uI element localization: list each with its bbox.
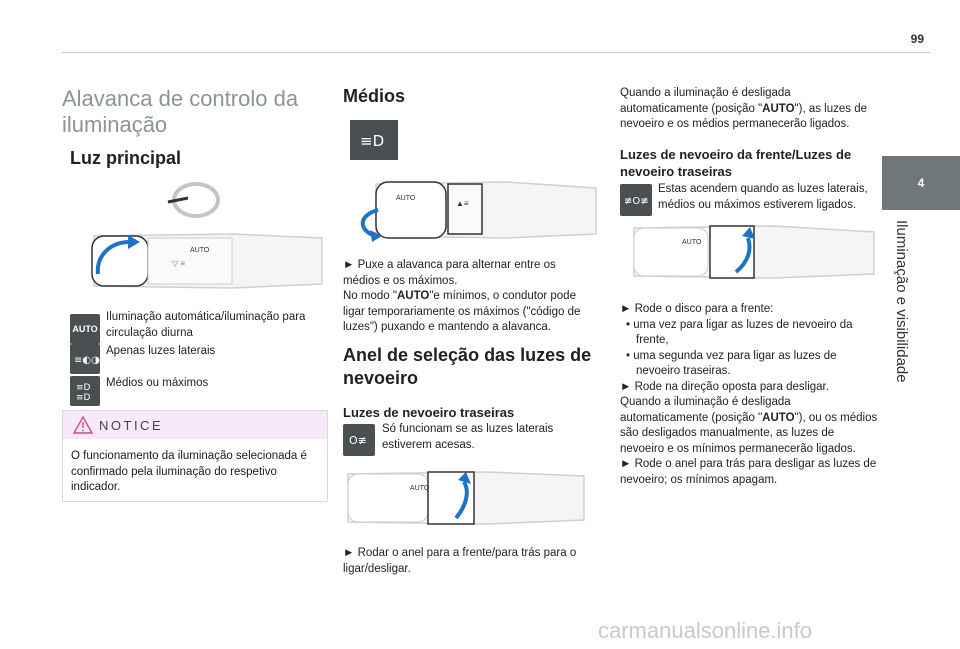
svg-text:≡D: ≡D <box>360 132 385 150</box>
notice-title: NOTICE <box>99 418 164 433</box>
watermark: carmanualsonline.info <box>598 618 813 643</box>
front-fog-instructions: ► Rode o disco para a frente: • uma vez para ligar as luzes de nevoeiro da frente, • uma segunda vez para ligar as luzes de nevoeiro traseiras. ► Rode na direção oposta para desligar. Quando a iluminação é desligada automaticamente (posição "AUTO"), ou os médios são desligados manualmente, as luzes de nevoeiro e os mínimos permanecerão ligados. ► Rode o anel para trás para desligar as luzes de nevoeiro; os mínimos apagam. <box>620 303 878 486</box>
front-rear-fog-icon <box>620 184 652 216</box>
section-title: Alavanca de controlo da iluminação <box>62 86 299 137</box>
rotate-ring-paragraph: ► Rodar o anel para a frente/para trás para o ligar/desligar. <box>343 547 577 575</box>
front-fog-text: Estas acendem quando as luzes laterais, médios ou máximos estiverem ligados. <box>658 183 868 211</box>
stalk-illustration-front-fog <box>624 222 878 282</box>
chapter-title-vertical: Iluminação e visibilidade <box>893 220 910 383</box>
heading-anel: Anel de seleção das luzes de nevoeiro <box>343 345 592 388</box>
notice-box <box>62 410 328 502</box>
stalk-illustration-rear-fog <box>338 466 588 528</box>
high-beam-icon <box>350 120 398 160</box>
svg-text:≢O≢: ≢O≢ <box>624 196 649 207</box>
headlights-icon <box>70 376 100 406</box>
warning-icon <box>73 416 93 434</box>
steering-wheel-illustration <box>160 180 220 220</box>
medios-paragraph: ► Puxe a alavanca para alternar entre os médios e os máximos. No modo "AUTO"e mínimos, o condutor pode ligar temporariamente os máximos ("código de luzes") puxando e mantendo a alavanca. <box>343 259 581 333</box>
svg-text:AUTO: AUTO <box>682 239 702 246</box>
svg-text:O≢: O≢ <box>349 434 367 447</box>
header-divider <box>62 52 930 53</box>
notice-body: O funcionamento da iluminação selecionada é confirmado pela iluminação do respetivo indicador. <box>71 450 307 493</box>
svg-text:AUTO: AUTO <box>190 247 210 254</box>
heading-front-rear-fog: Luzes de nevoeiro da frente/Luzes de nevoeiro traseiras <box>620 147 852 179</box>
svg-text:≡D: ≡D <box>76 383 91 393</box>
heading-rear-fog: Luzes de nevoeiro traseiras <box>343 405 515 420</box>
chapter-tab[interactable]: 4 <box>882 156 960 210</box>
svg-text:AUTO: AUTO <box>410 485 430 492</box>
heading-medios: Médios <box>343 86 406 106</box>
stalk-illustration-medios <box>356 176 601 246</box>
rear-fog-text: Só funcionam se as luzes laterais estiverem acesas. <box>382 423 554 451</box>
page-number: 99 <box>910 32 924 46</box>
heading-luz-principal: Luz principal <box>70 148 182 168</box>
svg-text:▽ ≡: ▽ ≡ <box>172 259 186 268</box>
auto-badge-icon: AUTO <box>70 314 100 344</box>
svg-text:▲≡: ▲≡ <box>456 199 469 208</box>
stalk-illustration-main <box>82 226 327 296</box>
side-lights-icon <box>70 344 109 374</box>
intro-paragraph: Quando a iluminação é desligada automaticamente (posição "AUTO"), as luzes de nevoeiro e os médios permanecerão ligados. <box>620 87 868 130</box>
svg-text:AUTO: AUTO <box>396 195 416 202</box>
svg-text:≡D: ≡D <box>76 393 91 403</box>
svg-text:≡◐◑≡: ≡◐◑≡ <box>74 355 109 366</box>
rear-fog-icon <box>343 424 375 456</box>
